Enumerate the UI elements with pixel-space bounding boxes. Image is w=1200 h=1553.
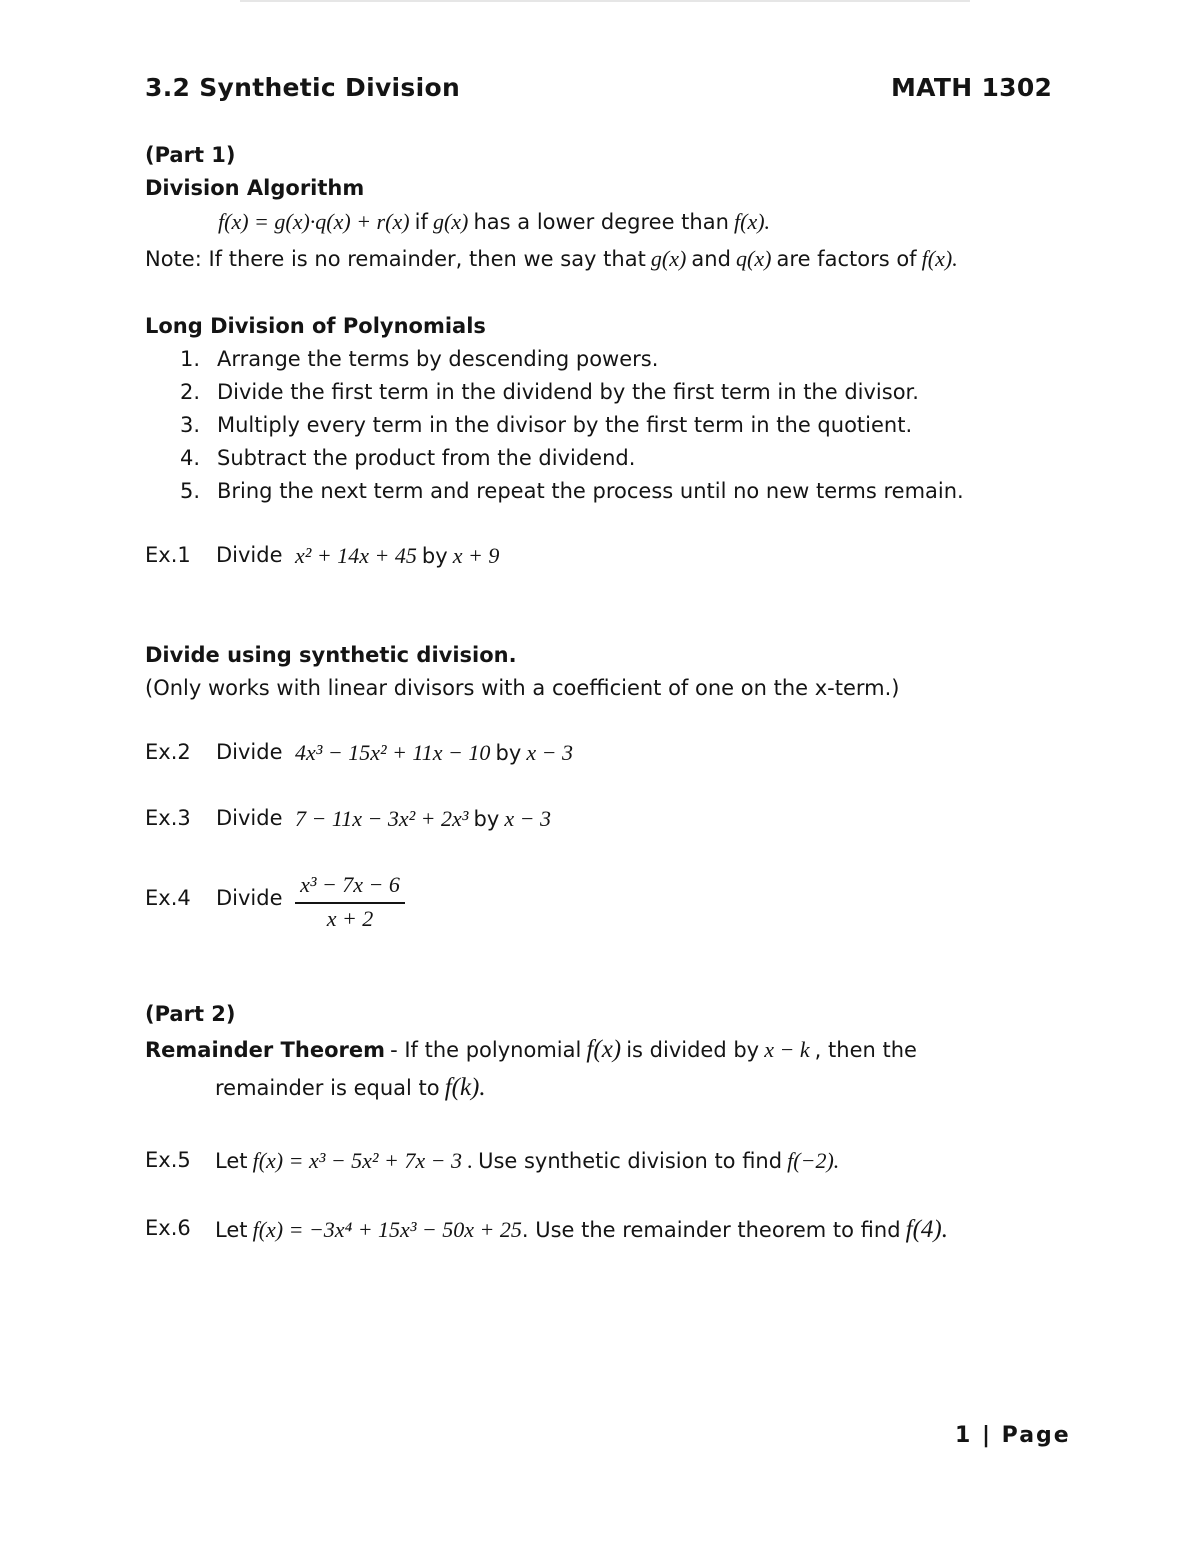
example-label: Ex.4 — [145, 886, 191, 910]
note-tail: are factors of — [776, 247, 917, 271]
if-word: if — [414, 210, 428, 234]
part1-label: (Part 1) — [145, 143, 236, 167]
example-1 — [145, 543, 500, 568]
synthetic-note: (Only works with linear divisors with a coefficient of one on the x-term.) — [145, 676, 900, 700]
by-word: by — [421, 544, 448, 568]
long-division-heading: Long Division of Polynomials — [145, 314, 486, 338]
note-gx: g(x) — [650, 246, 687, 271]
step-number: 1. — [180, 347, 201, 371]
remainder-fk: f(k). — [444, 1074, 486, 1101]
fraction-bar — [295, 902, 405, 904]
fraction-denominator: x + 2 — [326, 906, 374, 931]
by-word: by — [495, 741, 522, 765]
example-expression: 4x³ − 15x² + 11x − 10 — [295, 740, 491, 765]
lower-degree-text: has a lower degree than — [473, 210, 729, 234]
step-text: Divide the first term in the dividend by the first term in the divisor. — [217, 380, 919, 404]
step-text: Bring the next term and repeat the process until no new terms remain. — [217, 479, 964, 503]
gx-term: g(x) — [432, 209, 469, 234]
example-verb: Divide — [216, 740, 283, 764]
example-label: Ex.1 — [145, 543, 191, 567]
example-label: Ex.3 — [145, 806, 191, 830]
step-number: 3. — [180, 413, 201, 437]
divided-by-text: is divided by — [626, 1038, 760, 1062]
fx-term: f(x). — [734, 209, 771, 234]
step-text: Arrange the terms by descending powers. — [217, 347, 659, 371]
division-algorithm-line — [218, 209, 770, 235]
step-text: Subtract the product from the dividend. — [217, 446, 636, 470]
example-3 — [145, 806, 551, 831]
then-text: , then the — [814, 1038, 917, 1062]
example-expression: f(x) = x³ − 5x² + 7x − 3 . — [252, 1148, 473, 1173]
division-algorithm-heading: Division Algorithm — [145, 176, 365, 200]
step-text: Multiply every term in the divisor by the first term in the quotient. — [217, 413, 913, 437]
let-word: Let — [215, 1149, 248, 1173]
step-number: 5. — [180, 479, 201, 503]
page-number: 1 | Page — [955, 1423, 1071, 1448]
step-number: 4. — [180, 446, 201, 470]
example-2 — [145, 740, 573, 765]
example-label: Ex.6 — [145, 1216, 191, 1240]
example-5 — [145, 1148, 840, 1173]
list-item — [180, 380, 919, 404]
example-6 — [145, 1216, 949, 1243]
note-fx: f(x). — [921, 246, 958, 271]
note-and: and — [691, 247, 731, 271]
course-code: MATH 1302 — [891, 73, 1053, 102]
example-target: f(−2). — [787, 1148, 840, 1173]
example-expression: f(x) = −3x⁴ + 15x³ − 50x + 25 — [252, 1217, 522, 1242]
example-instruction: Use synthetic division to find — [478, 1149, 783, 1173]
example-verb: Divide — [216, 886, 283, 910]
list-item — [180, 347, 659, 371]
let-word: Let — [215, 1218, 248, 1242]
example-target: f(4). — [905, 1216, 949, 1243]
list-item — [180, 413, 913, 437]
step-number: 2. — [180, 380, 201, 404]
remainder-theorem-line — [145, 1036, 917, 1064]
example-verb: Divide — [216, 806, 283, 830]
remainder-fx: f(x) — [586, 1036, 622, 1063]
part2-label: (Part 2) — [145, 1002, 236, 1026]
example-divisor: x + 9 — [452, 543, 500, 568]
example-expression: 7 − 11x − 3x² + 2x³ — [295, 806, 469, 831]
example-expression: x² + 14x + 45 — [295, 543, 417, 568]
note-text: Note: If there is no remainder, then we say that — [145, 247, 646, 271]
example-label: Ex.2 — [145, 740, 191, 764]
remainder-theorem-heading: Remainder Theorem — [145, 1038, 385, 1062]
list-item — [180, 446, 636, 470]
example-instruction: . Use the remainder theorem to find — [521, 1218, 901, 1242]
example-verb: Divide — [216, 543, 283, 567]
remainder-xk: x − k — [764, 1037, 810, 1062]
example-4 — [145, 886, 283, 910]
list-item — [180, 479, 964, 503]
remainder-equal-text: remainder is equal to — [215, 1076, 440, 1100]
example-divisor: x − 3 — [504, 806, 551, 831]
example-label: Ex.5 — [145, 1148, 191, 1172]
synthetic-heading: Divide using synthetic division. — [145, 643, 517, 667]
by-word: by — [473, 807, 500, 831]
remainder-dash-text: - If the polynomial — [390, 1038, 582, 1062]
note-line — [145, 246, 958, 272]
page-title: 3.2 Synthetic Division — [145, 73, 461, 102]
example-divisor: x − 3 — [526, 740, 573, 765]
scan-edge — [240, 0, 970, 2]
note-qx: q(x) — [736, 246, 772, 271]
division-formula: f(x) = g(x)·q(x) + r(x) — [218, 209, 410, 234]
fraction-numerator: x³ − 7x − 6 — [300, 872, 400, 897]
remainder-theorem-line-2 — [215, 1074, 486, 1102]
